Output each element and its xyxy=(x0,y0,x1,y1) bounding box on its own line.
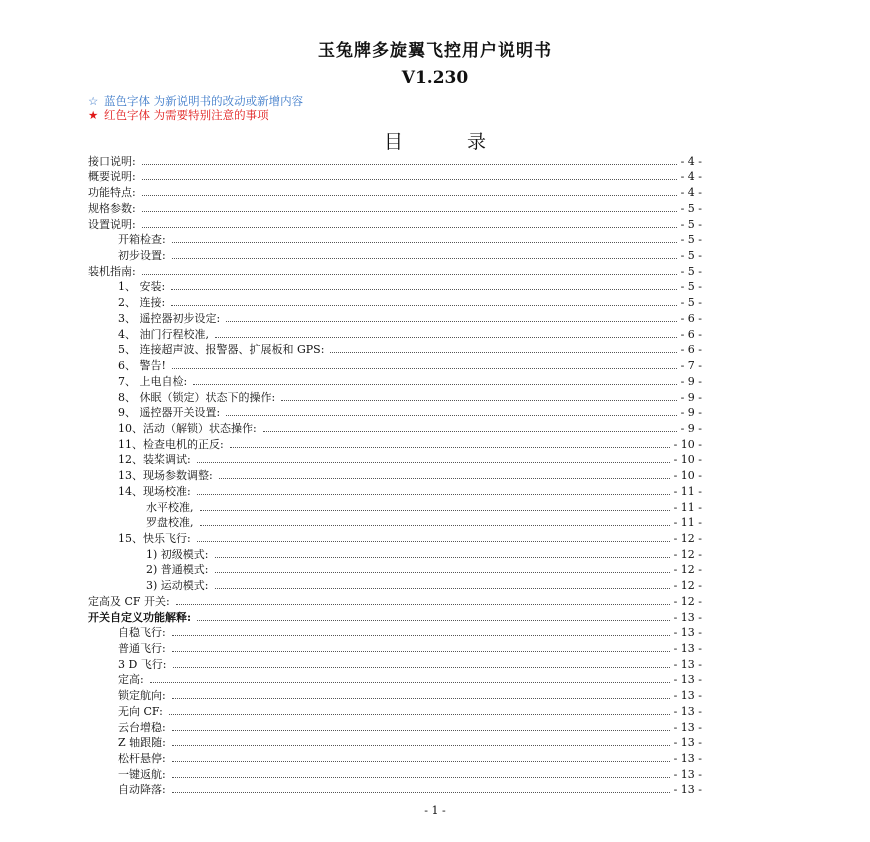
toc-entry-label: 3、 遥控器初步设定: xyxy=(118,311,221,325)
toc-heading-char-1: 目 xyxy=(383,131,403,153)
toc-entry-page: - 13 - xyxy=(673,642,702,655)
legend-blue xyxy=(88,94,303,108)
toc-entry[interactable] xyxy=(88,232,702,248)
toc-entry-label: 8、 休眠（锁定）状态下的操作: xyxy=(118,390,276,404)
toc-entry-page: - 12 - xyxy=(673,563,702,577)
toc-entry-label: 装机指南: xyxy=(88,264,136,278)
toc-entry[interactable] xyxy=(88,420,702,436)
toc-entry-label: 14、现场校准: xyxy=(118,484,191,498)
toc-entry[interactable] xyxy=(88,766,702,782)
toc-entry-label: 规格参数: xyxy=(88,201,136,215)
toc-entry[interactable] xyxy=(88,467,702,483)
toc-entry[interactable] xyxy=(88,735,702,751)
toc-leader-dots xyxy=(172,791,670,793)
toc-entry-label: 定高及 CF 开关: xyxy=(88,594,170,608)
toc-entry-page: - 6 - xyxy=(680,311,702,325)
toc-entry-label: 水平校准, xyxy=(146,500,194,514)
toc-entry-label: 功能特点: xyxy=(88,186,136,200)
toc-leader-dots xyxy=(330,351,676,353)
toc-entry-page: - 5 - xyxy=(680,296,702,310)
toc-entry-page: - 13 - xyxy=(673,689,702,703)
toc-entry-label: 设置说明: xyxy=(88,217,136,231)
toc-entry-page: - 10 - xyxy=(673,437,702,451)
toc-entry-label: 3 D 飞行: xyxy=(118,657,167,671)
toc-entry[interactable] xyxy=(88,640,702,656)
toc-leader-dots xyxy=(172,650,670,652)
toc-entry-label: 1、 安装: xyxy=(118,280,166,294)
toc-entry-label: 自动降落: xyxy=(118,783,166,797)
toc-leader-dots xyxy=(172,760,670,762)
toc-entry[interactable] xyxy=(88,294,702,310)
toc-leader-dots xyxy=(200,509,670,511)
toc-leader-dots xyxy=(172,241,677,243)
toc-entry[interactable] xyxy=(88,389,702,405)
legend-red-text: 红色字体 为需要特别注意的事项 xyxy=(104,108,269,122)
toc-entry-page: - 5 - xyxy=(680,201,702,215)
legend-red xyxy=(88,108,269,122)
toc-entry[interactable] xyxy=(88,609,702,625)
toc-leader-dots xyxy=(197,540,670,542)
toc-entry-page: - 6 - xyxy=(680,327,702,341)
toc-entry-label: 2、 连接: xyxy=(118,296,166,310)
toc-entry[interactable] xyxy=(88,357,702,373)
toc-entry[interactable] xyxy=(88,342,702,358)
toc-leader-dots xyxy=(142,210,677,212)
toc-entry-page: - 10 - xyxy=(673,469,702,483)
toc-entry-page: - 9 - xyxy=(680,374,702,388)
toc-leader-dots xyxy=(142,163,677,165)
toc-entry-label: 9、 遥控器开关设置: xyxy=(118,406,221,420)
toc-entry-label: 开关自定义功能解释: xyxy=(88,610,192,624)
toc-entry[interactable] xyxy=(88,499,702,515)
toc-entry-label: 自稳飞行: xyxy=(118,626,166,640)
toc-heading-char-2: 录 xyxy=(467,131,487,153)
toc-entry[interactable] xyxy=(88,703,702,719)
toc-entry-label: 13、现场参数调整: xyxy=(118,469,213,483)
toc-entry[interactable] xyxy=(88,153,702,169)
toc-entry-page: - 12 - xyxy=(673,531,702,545)
toc-entry-page: - 11 - xyxy=(673,516,702,530)
toc-entry[interactable] xyxy=(88,405,702,421)
toc-leader-dots xyxy=(230,446,670,448)
toc-entry-page: - 13 - xyxy=(673,626,702,640)
toc-entry-page: - 13 - xyxy=(673,704,702,718)
toc-leader-dots xyxy=(281,399,676,401)
toc-entry-label: 云台增稳: xyxy=(118,720,166,734)
toc-leader-dots xyxy=(172,776,670,778)
toc-entry-label: 接口说明: xyxy=(88,154,136,168)
toc-entry-page: - 5 - xyxy=(680,217,702,231)
toc-leader-dots xyxy=(200,524,670,526)
toc-entry-label: 普通飞行: xyxy=(118,642,166,655)
toc-entry-page: - 10 - xyxy=(673,453,702,467)
toc-leader-dots xyxy=(172,257,677,259)
toc-entry-page: - 13 - xyxy=(673,657,702,671)
toc-entry[interactable] xyxy=(88,656,702,672)
toc-entry-label: 6、 警告! xyxy=(118,359,166,373)
toc-leader-dots xyxy=(172,634,670,636)
toc-entry-label: 初步设置: xyxy=(118,249,166,263)
toc-entry[interactable] xyxy=(88,436,702,452)
toc-entry-label: 概要说明: xyxy=(88,170,136,184)
toc-entry[interactable] xyxy=(88,310,702,326)
toc-entry[interactable] xyxy=(88,452,702,468)
toc-entry-page: - 6 - xyxy=(680,343,702,357)
toc-leader-dots xyxy=(142,226,677,228)
toc-entry-page: - 13 - xyxy=(673,783,702,797)
toc-leader-dots xyxy=(172,367,677,369)
toc-entry-page: - 13 - xyxy=(673,610,702,624)
toc-entry[interactable] xyxy=(88,279,702,295)
toc-entry-page: - 5 - xyxy=(680,264,702,278)
toc-entry-label: 罗盘校准, xyxy=(146,516,194,530)
document-version: V1.230 xyxy=(401,68,469,88)
toc-entry[interactable] xyxy=(88,483,702,499)
toc-leader-dots xyxy=(172,744,670,746)
toc-entry-page: - 4 - xyxy=(680,186,702,200)
toc-entry[interactable] xyxy=(88,782,702,798)
toc-leader-dots xyxy=(215,587,670,589)
toc-entry-page: - 9 - xyxy=(680,406,702,420)
toc-entry[interactable] xyxy=(88,200,702,216)
toc-leader-dots xyxy=(226,320,676,322)
toc-entry[interactable] xyxy=(88,247,702,263)
toc-entry[interactable] xyxy=(88,184,702,200)
toc-entry-page: - 12 - xyxy=(673,579,702,593)
toc-entry-page: - 13 - xyxy=(673,752,702,766)
toc-entry-label: Z 轴跟随: xyxy=(118,736,166,750)
toc-leader-dots xyxy=(171,304,676,306)
toc-leader-dots xyxy=(197,461,670,463)
toc-leader-dots xyxy=(142,273,677,275)
toc-entry-label: 12、装桨调试: xyxy=(118,453,191,467)
toc-leader-dots xyxy=(172,729,670,731)
toc-entry[interactable] xyxy=(88,625,702,641)
toc-leader-dots xyxy=(215,336,677,338)
toc-entry[interactable] xyxy=(88,719,702,735)
toc-entry-page: - 13 - xyxy=(673,736,702,750)
toc-entry[interactable] xyxy=(88,577,702,593)
toc-entry-page: - 5 - xyxy=(680,249,702,263)
toc-leader-dots xyxy=(171,288,676,290)
toc-entry[interactable] xyxy=(88,750,702,766)
toc-leader-dots xyxy=(150,681,670,683)
toc-entry-label: 7、 上电自检: xyxy=(118,374,188,388)
toc-entry[interactable] xyxy=(88,530,702,546)
toc-leader-dots xyxy=(176,603,670,605)
toc-entry[interactable] xyxy=(88,515,702,531)
toc-entry-label: 一键返航: xyxy=(118,767,166,781)
table-of-contents xyxy=(88,153,702,797)
toc-leader-dots xyxy=(215,571,670,573)
toc-entry-label: 锁定航向: xyxy=(118,689,166,703)
toc-entry-label: 11、检查电机的正反: xyxy=(118,437,224,451)
toc-heading xyxy=(0,127,870,154)
star-outline-icon: ☆ xyxy=(88,94,99,108)
toc-entry-label: 定高: xyxy=(118,673,144,687)
toc-leader-dots xyxy=(173,666,670,668)
toc-entry-page: - 13 - xyxy=(673,767,702,781)
toc-leader-dots xyxy=(226,414,676,416)
toc-entry[interactable] xyxy=(88,326,702,342)
toc-leader-dots xyxy=(169,713,670,715)
toc-leader-dots xyxy=(142,194,677,196)
page-number: - 1 - xyxy=(424,804,446,817)
toc-leader-dots xyxy=(263,430,677,432)
toc-leader-dots xyxy=(219,477,670,479)
toc-entry[interactable] xyxy=(88,216,702,232)
toc-entry-page: - 4 - xyxy=(680,154,702,168)
toc-entry-page: - 9 - xyxy=(680,421,702,435)
toc-entry[interactable] xyxy=(88,593,702,609)
toc-entry-label: 2) 普通模式: xyxy=(146,563,209,577)
toc-entry-page: - 12 - xyxy=(673,594,702,608)
toc-entry-page: - 9 - xyxy=(680,390,702,404)
toc-entry-page: - 4 - xyxy=(680,170,702,184)
toc-entry-page: - 11 - xyxy=(673,484,702,498)
toc-leader-dots xyxy=(193,383,676,385)
toc-entry[interactable] xyxy=(88,263,702,279)
toc-entry-label: 3) 运动模式: xyxy=(146,579,209,593)
toc-entry[interactable] xyxy=(88,169,702,185)
toc-leader-dots xyxy=(172,697,670,699)
toc-entry-page: - 7 - xyxy=(680,359,702,373)
toc-entry-page: - 11 - xyxy=(673,500,702,514)
toc-entry-label: 10、活动（解锁）状态操作: xyxy=(118,421,257,435)
toc-leader-dots xyxy=(215,556,670,558)
toc-entry-page: - 5 - xyxy=(680,233,702,247)
toc-entry-label: 5、 连接超声波、报警器、扩展板和 GPS: xyxy=(118,343,325,357)
toc-entry[interactable] xyxy=(88,373,702,389)
toc-entry[interactable] xyxy=(88,687,702,703)
toc-leader-dots xyxy=(142,178,677,180)
toc-entry[interactable] xyxy=(88,672,702,688)
toc-leader-dots xyxy=(197,619,670,621)
star-filled-icon: ★ xyxy=(88,108,99,122)
toc-entry-label: 无向 CF: xyxy=(118,704,163,718)
toc-entry-label: 4、 油门行程校准, xyxy=(118,327,209,341)
toc-entry-page: - 12 - xyxy=(673,547,702,561)
legend-blue-text: 蓝色字体 为新说明书的改动或新增内容 xyxy=(104,94,304,108)
toc-entry-page: - 13 - xyxy=(673,673,702,687)
toc-entry-page: - 5 - xyxy=(680,280,702,294)
toc-entry-page: - 13 - xyxy=(673,720,702,734)
toc-entry[interactable] xyxy=(88,546,702,562)
toc-entry-label: 1) 初级模式: xyxy=(146,547,209,561)
toc-entry[interactable] xyxy=(88,562,702,578)
toc-entry-label: 15、快乐飞行: xyxy=(118,531,191,545)
document-title: 玉兔牌多旋翼飞控用户说明书 xyxy=(318,41,552,61)
toc-entry-label: 松杆悬停: xyxy=(118,752,166,766)
toc-entry-label: 开箱检查: xyxy=(118,233,166,247)
toc-leader-dots xyxy=(197,493,670,495)
